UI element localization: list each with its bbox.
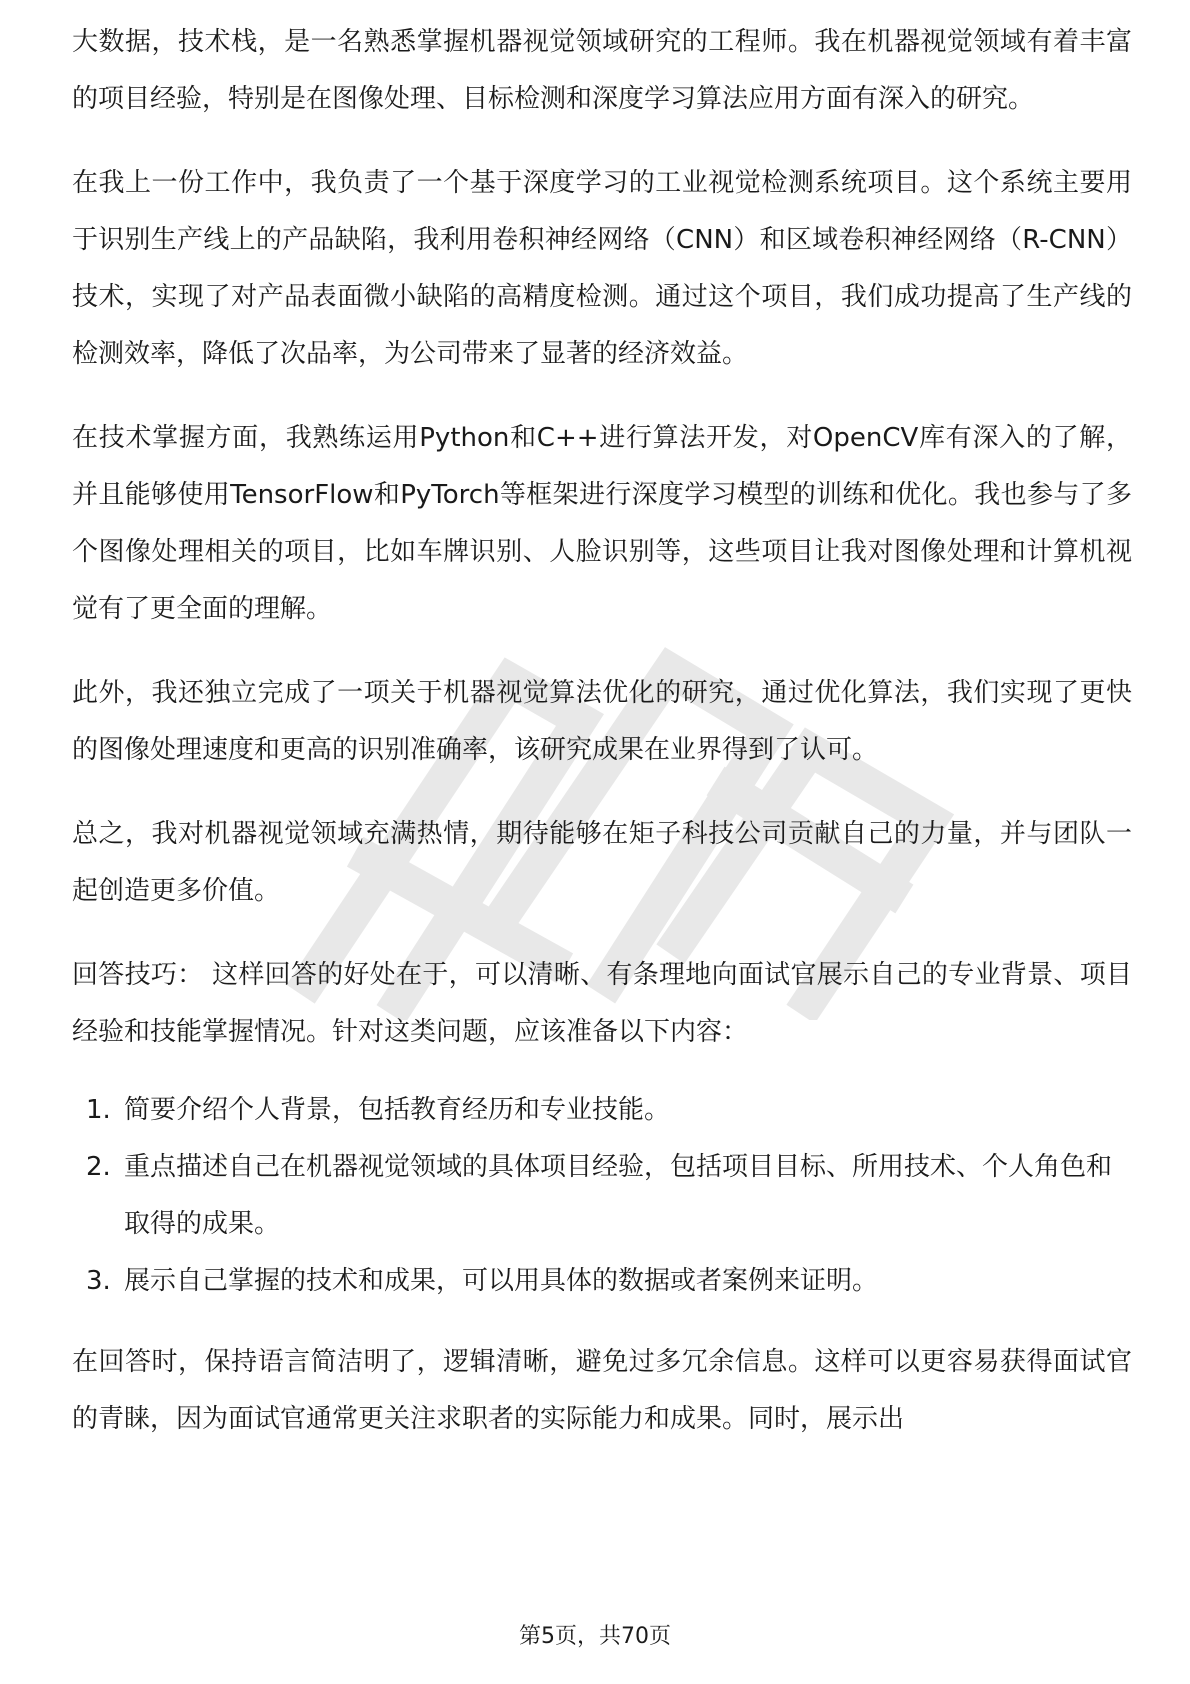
paragraph-tips-intro: 回答技巧： 这样回答的好处在于，可以清晰、有条理地向面试官展示自己的专业背景、项目经验和技能掌握情况。针对这类问题，应该准备以下内容： <box>72 960 1132 1047</box>
document-body <box>72 26 1132 1475</box>
list-item-text: 展示自己掌握的技术和成果，可以用具体的数据或者案例来证明。 <box>124 1266 879 1296</box>
paragraph-skills: 在技术掌握方面，我熟练运用Python和C++进行算法开发，对OpenCV库有深入的了解，并且能够使用TensorFlow和PyTorch等框架进行深度学习模型的训练和优化。我也参与了多个图像处理相关的项目，比如车牌识别、人脸识别等，这些项目让我对图像处理和计算机视觉有了更全面的理解。 <box>72 423 1132 624</box>
paragraph-intro: 大数据，技术栈，是一名熟悉掌握机器视觉领域研究的工程师。我在机器视觉领域有着丰富的项目经验，特别是在图像处理、目标检测和深度学习算法应用方面有深入的研究。 <box>72 27 1132 114</box>
paragraph-summary: 总之，我对机器视觉领域充满热情，期待能够在矩子科技公司贡献自己的力量，并与团队一起创造更多价值。 <box>72 819 1132 906</box>
paragraph-project: 在我上一份工作中，我负责了一个基于深度学习的工业视觉检测系统项目。这个系统主要用于识别生产线上的产品缺陷，我利用卷积神经网络（CNN）和区域卷积神经网络（R-CNN）技术，实现了对产品表面微小缺陷的高精度检测。通过这个项目，我们成功提高了生产线的检测效率，降低了次品率，为公司带来了显著的经济效益。 <box>72 168 1132 369</box>
list-item <box>72 1253 1132 1310</box>
paragraph-research: 此外，我还独立完成了一项关于机器视觉算法优化的研究，通过优化算法，我们实现了更快的图像处理速度和更高的识别准确率，该研究成果在业界得到了认可。 <box>72 678 1132 765</box>
list-item-number: 1. <box>86 1095 111 1125</box>
list-item-number: 3. <box>86 1266 111 1296</box>
list-item <box>72 1082 1132 1139</box>
list-item <box>72 1139 1132 1253</box>
page-footer: 第5页，共70页 <box>519 1624 671 1649</box>
tips-list <box>72 1082 1132 1310</box>
paragraph-closing: 在回答时，保持语言简洁明了，逻辑清晰，避免过多冗余信息。这样可以更容易获得面试官的青睐，因为面试官通常更关注求职者的实际能力和成果。同时，展示出 <box>72 1347 1132 1434</box>
list-item-text: 重点描述自己在机器视觉领域的具体项目经验，包括项目目标、所用技术、个人角色和取得的成果。 <box>124 1152 1113 1239</box>
list-item-number: 2. <box>86 1152 111 1182</box>
list-item-text: 简要介绍个人背景，包括教育经历和专业技能。 <box>124 1095 671 1125</box>
